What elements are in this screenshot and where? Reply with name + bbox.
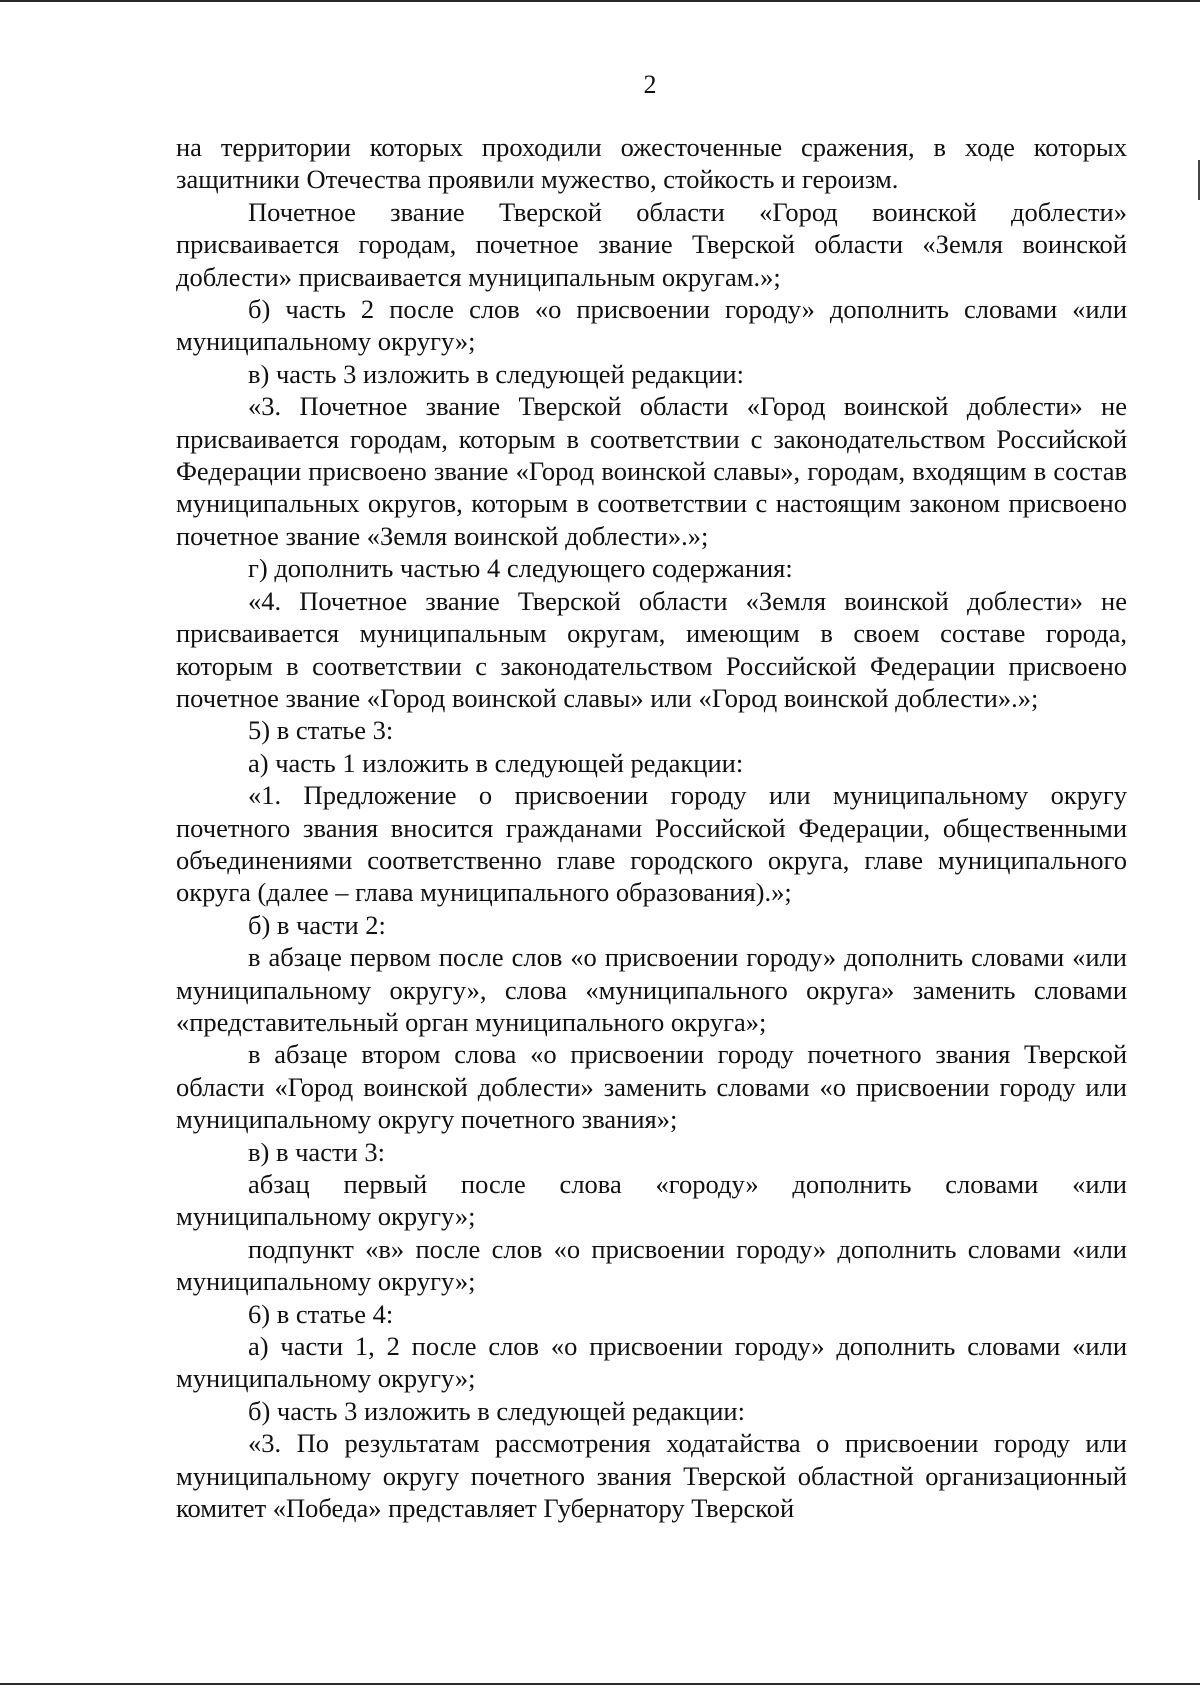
paragraph: Почетное звание Тверской области «Город воинской доблести» присваивается городам, почетное звание Тверской области «Земля воинской доблести» присваивается муниципальным округам.»; — [176, 196, 1127, 292]
paragraph: «4. Почетное звание Тверской области «Земля воинской доблести» не присваивается муниципальным округам, имеющим в своем составе города, которым в соответствии с законодательством Российской Федерации присвоено почетное звание «Город воинской славы» или «Город воинской доблести».»; — [176, 585, 1127, 713]
paragraph: «3. Почетное звание Тверской области «Город воинской доблести» не присваивается городам, которым в соответствии с законодательством Российской Федерации присвоено звание «Город воинской славы», городам, входящим в состав муниципальных округов, которым в соответствии с настоящим законом присвоено почетное звание «Земля воинской доблести».»; — [176, 391, 1127, 551]
paragraph: б) часть 3 изложить в следующей редакции: — [248, 1395, 745, 1426]
paragraph: «1. Предложение о присвоении городу или муниципальному округу почетного звания вносится гражданами Российской Федерации, общественными объединениями соответственно главе городского округа, главе муниципального округа (далее – глава муниципального образования).»; — [176, 780, 1127, 908]
paragraph: на территории которых проходили ожесточенные сражения, в ходе которых защитники Отечества проявили мужество, стойкость и героизм. — [176, 132, 1127, 195]
paragraph: 6) в статье 4: — [248, 1298, 394, 1329]
page-number: 2 — [643, 70, 657, 99]
paragraph: г) дополнить частью 4 следующего содержания: — [248, 553, 793, 584]
paragraph: а) части 1, 2 после слов «о присвоении городу» дополнить словами «или муниципальному округу»; — [176, 1331, 1127, 1394]
paragraph: «3. По результатам рассмотрения ходатайства о присвоении городу или муниципальному округу почетного звания Тверской областной организационный комитет «Победа» представляет Губернатору Тверской — [176, 1428, 1127, 1524]
page-number-container — [0, 70, 1200, 100]
paragraph: абзац первый после слова «городу» дополнить словами «или муниципальному округу»; — [176, 1169, 1127, 1232]
paragraph: а) часть 1 изложить в следующей редакции: — [248, 747, 744, 778]
paragraph: б) в части 2: — [248, 909, 386, 940]
paragraph: в абзаце первом после слов «о присвоении городу» дополнить словами «или муниципальному округу», слова «муниципального округа» заменить словами «представительный орган муниципального округа»; — [176, 942, 1127, 1037]
paragraph: в) часть 3 изложить в следующей редакции: — [248, 358, 744, 389]
scan-top-edge — [0, 0, 1200, 2]
paragraph: в абзаце втором слова «о присвоении городу почетного звания Тверской области «Город воинской доблести» заменить словами «о присвоении городу или муниципальному округу почетного звания»; — [176, 1039, 1127, 1135]
paragraph: б) часть 2 после слов «о присвоении городу» дополнить словами «или муниципальному округу»; — [176, 294, 1127, 357]
paragraph: 5) в статье 3: — [248, 715, 394, 746]
paragraph: подпункт «в» после слов «о присвоении городу» дополнить словами «или муниципальному округу»; — [176, 1233, 1127, 1297]
document-body — [176, 131, 1127, 1524]
paragraph: в) в части 3: — [248, 1136, 385, 1167]
